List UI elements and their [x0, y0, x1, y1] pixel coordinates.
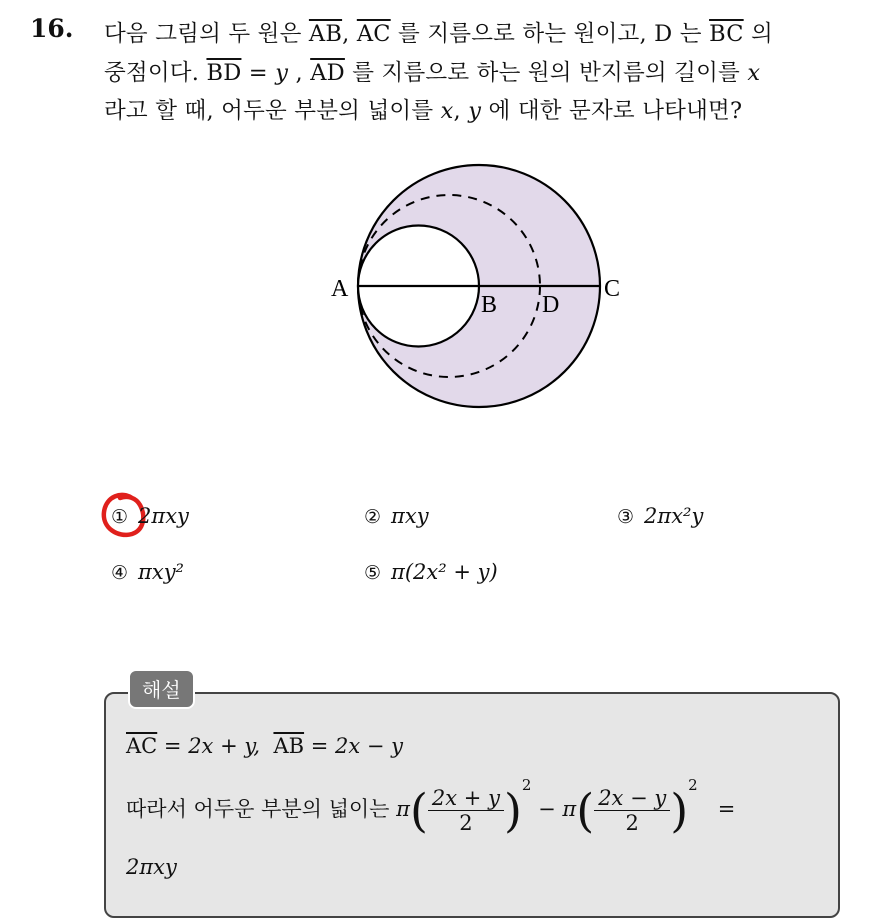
segment-bd: $\overline{BD}$ [206, 60, 242, 86]
solution-line-1 [126, 734, 403, 758]
solution-line-3 [126, 855, 177, 879]
choice-text: 2πxy [138, 504, 189, 528]
fraction-numerator: 2x − y [594, 786, 670, 811]
point-d-text: D [654, 21, 673, 47]
var-x: x [747, 60, 761, 86]
question-number: 16. [30, 14, 74, 43]
fraction-numerator: 2x + y [428, 786, 504, 811]
question-text: 라고 할 때, 어두운 부분의 넓이를 [104, 98, 434, 124]
circle-figure [300, 150, 640, 420]
choice-text: 2πx²y [644, 504, 704, 528]
question-text: 다음 그림의 두 원은 [104, 21, 302, 47]
operator: − [538, 797, 556, 821]
fraction [428, 786, 504, 835]
question-text: 에 대한 문자로 나타내면? [488, 98, 743, 124]
question-text: 를 지름으로 하는 원의 반지름의 길이를 [352, 60, 740, 86]
fraction-denominator: 2 [625, 811, 639, 835]
var-y: y [275, 60, 289, 86]
segment-ab: $\overline{AB}$ [308, 21, 343, 47]
question-line-1: 다음 그림의 두 원은 $\overline{AB}$, $\overline{AC}$ 를 지름으로 하는 원이고, D 는 $\overline{BC}$ 의 [104, 21, 773, 47]
solution-answer: 2πxy [126, 855, 177, 879]
choice-text: π(2x² + y) [391, 560, 498, 584]
choice-number: ④ [111, 562, 129, 584]
label-d: D [542, 292, 560, 318]
choice-text: πxy² [138, 560, 184, 584]
choice-number: ⑤ [364, 562, 382, 584]
segment-ac: $\overline{AC}$ [356, 21, 391, 47]
segment-ab: $\overline{AB}$ [273, 734, 305, 758]
choice-1[interactable] [111, 504, 189, 528]
pi-symbol: π [562, 797, 577, 821]
segment-bc: $\overline{BC}$ [709, 21, 744, 47]
question-text: 는 [679, 21, 702, 47]
exponent: 2 [521, 776, 532, 794]
question-text: 를 지름으로 하는 원이고, [398, 21, 647, 47]
label-a: A [331, 276, 349, 302]
choice-3[interactable] [617, 504, 703, 528]
operator: = [717, 797, 736, 821]
solution-line-2: 따라서 어두운 부분의 넓이는 π( $\frac{2x + y}{2}$ )$^2$ − π( $\frac{2x - y}{2}$ )$^2$ = [126, 776, 736, 838]
question-text: 중점이다. [104, 60, 200, 86]
solution-tag: 해설 [128, 669, 195, 709]
formula-text: = 2x − y [310, 734, 404, 758]
fraction-denominator: 2 [459, 811, 473, 835]
choice-text: πxy [391, 504, 429, 528]
var-y: y [468, 98, 482, 124]
var-x: x [440, 98, 454, 124]
choice-2[interactable] [364, 504, 429, 528]
choice-number: ③ [617, 506, 635, 528]
segment-ac: $\overline{AC}$ [126, 734, 158, 758]
question-text: 의 [751, 21, 773, 47]
pi-symbol: π [396, 797, 410, 821]
segment-ad: $\overline{AD}$ [310, 60, 345, 86]
solution-text: 따라서 어두운 부분의 넓이는 [126, 797, 390, 821]
fraction [594, 786, 670, 835]
label-b: B [481, 292, 498, 318]
label-c: C [604, 276, 621, 302]
choice-4[interactable] [111, 560, 184, 584]
question-line-2: 중점이다. $\overline{BD} = y$ , $\overline{AD}$ 를 지름으로 하는 원의 반지름의 길이를 x [104, 60, 761, 86]
formula-text: = 2x + y, [163, 734, 261, 758]
choice-number: ① [111, 506, 129, 528]
exponent: 2 [688, 776, 698, 794]
choice-5[interactable] [364, 560, 498, 584]
question-line-3: 라고 할 때, 어두운 부분의 넓이를 x, y 에 대한 문자로 나타내면? [104, 98, 743, 124]
choice-number: ② [364, 506, 382, 528]
